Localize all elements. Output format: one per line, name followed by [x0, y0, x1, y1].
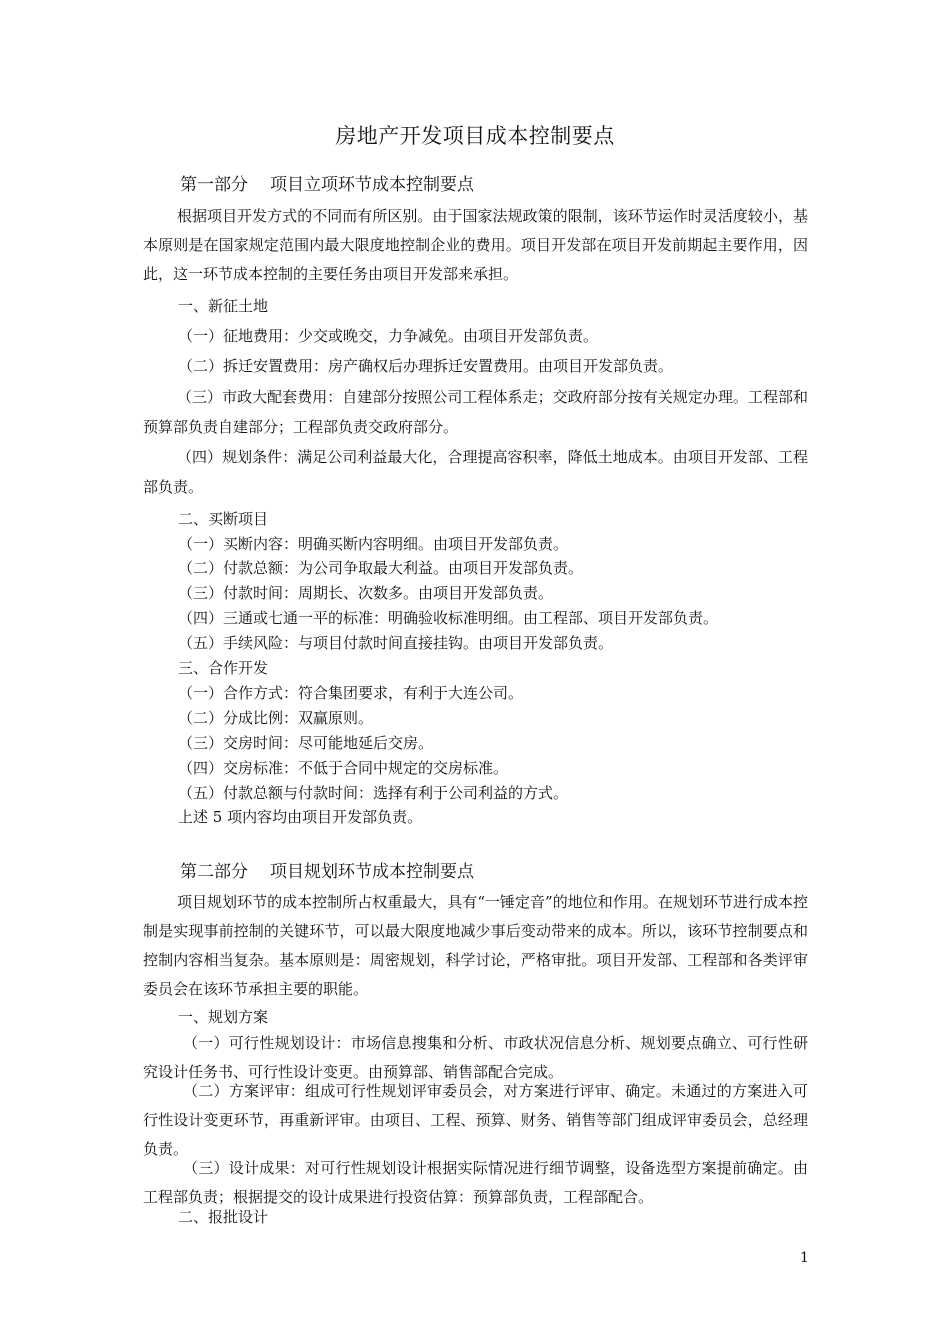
part1-s3-item-1: （一）合作方式：符合集团要求，有利于大连公司。	[178, 684, 524, 702]
part2-s2-title: 二、报批设计	[178, 1208, 269, 1226]
part2-s1-item-3: （三）设计成果：对可行性规划设计根据实际情况进行细节调整，设备选型方案提前确定。由工程部负责；根据提交的设计成果进行投资估算：预算部负责，工程部配合。	[143, 1159, 808, 1206]
part1-s2-item-5: （五）手续风险：与项目付款时间直接挂钩。由项目开发部负责。	[178, 634, 614, 652]
part1-s1-item-2: （二）拆迁安置费用：房产确权后办理拆迁安置费用。由项目开发部负责。	[178, 357, 674, 375]
part1-intro: 根据项目开发方式的不同而有所区别。由于国家法规政策的限制，该环节运作时灵活度较小，基本原则是在国家规定范围内最大限度地控制企业的费用。项目开发部在项目开发前期起主要作用，因此，这一环节成本控制的主要任务由项目开发部来承担。	[143, 207, 808, 283]
part1-s1-item-4: （四）规划条件：满足公司利益最大化，合理提高容积率，降低土地成本。由项目开发部、工程部负责。	[143, 448, 808, 496]
page-number: 1	[800, 1250, 809, 1266]
document-title: 房地产开发项目成本控制要点	[335, 124, 615, 148]
part1-s3-item-5: （五）付款总额与付款时间：选择有利于公司利益的方式。	[178, 784, 569, 802]
part1-s3-title: 三、合作开发	[178, 659, 269, 677]
part1-s2-item-2: （二）付款总额：为公司争取最大利益。由项目开发部负责。	[178, 559, 584, 577]
part2-s1-item-2: （二）方案评审：组成可行性规划评审委员会，对方案进行评审、确定。未通过的方案进入可行性设计变更环节，再重新评审。由项目、工程、预算、财务、销售等部门组成评审委员会，总经理负责。	[143, 1082, 808, 1158]
part1-s3-note: 上述 5 项内容均由项目开发部负责。	[178, 808, 423, 826]
part2-label: 第二部分	[180, 862, 248, 882]
part1-s2-title: 二、买断项目	[178, 510, 269, 528]
part2-intro: 项目规划环节的成本控制所占权重最大，具有“一锤定音”的地位和作用。在规划环节进行成本控制是实现事前控制的关键环节，可以最大限度地减少事后变动带来的成本。所以，该环节控制要点和控制内容相当复杂。基本原则是：周密规划，科学讨论，严格审批。项目开发部、工程部和各类评审委员会在该环节承担主要的职能。	[143, 893, 808, 998]
part2-s1-title: 一、规划方案	[178, 1008, 269, 1026]
part2-heading	[180, 857, 474, 882]
part1-s3-item-2: （二）分成比例：双赢原则。	[178, 709, 374, 727]
part1-heading-text: 项目立项环节成本控制要点	[270, 175, 474, 195]
part1-s1-item-3: （三）市政大配套费用：自建部分按照公司工程体系走；交政府部分按有关规定办理。工程部和预算部负责自建部分；工程部负责交政府部分。	[143, 388, 808, 436]
part1-s2-item-4: （四）三通或七通一平的标准：明确验收标准明细。由工程部、项目开发部负责。	[178, 609, 719, 627]
part1-heading	[180, 170, 474, 195]
part1-s2-item-1: （一）买断内容：明确买断内容明细。由项目开发部负责。	[178, 535, 569, 553]
part1-s2-item-3: （三）付款时间：周期长、次数多。由项目开发部负责。	[178, 584, 554, 602]
part2-heading-text: 项目规划环节成本控制要点	[270, 862, 474, 882]
part2-s1-item-1: （一）可行性规划设计：市场信息搜集和分析、市政状况信息分析、规划要点确立、可行性研究设计任务书、可行性设计变更。由预算部、销售部配合完成。	[143, 1034, 808, 1081]
part1-s3-item-4: （四）交房标准：不低于合同中规定的交房标准。	[178, 759, 509, 777]
part1-s1-item-1: （一）征地费用：少交或晚交，力争减免。由项目开发部负责。	[178, 327, 599, 345]
part1-label: 第一部分	[180, 175, 248, 195]
part1-s3-item-3: （三）交房时间：尽可能地延后交房。	[178, 734, 434, 752]
part1-s1-title: 一、新征土地	[178, 297, 269, 315]
